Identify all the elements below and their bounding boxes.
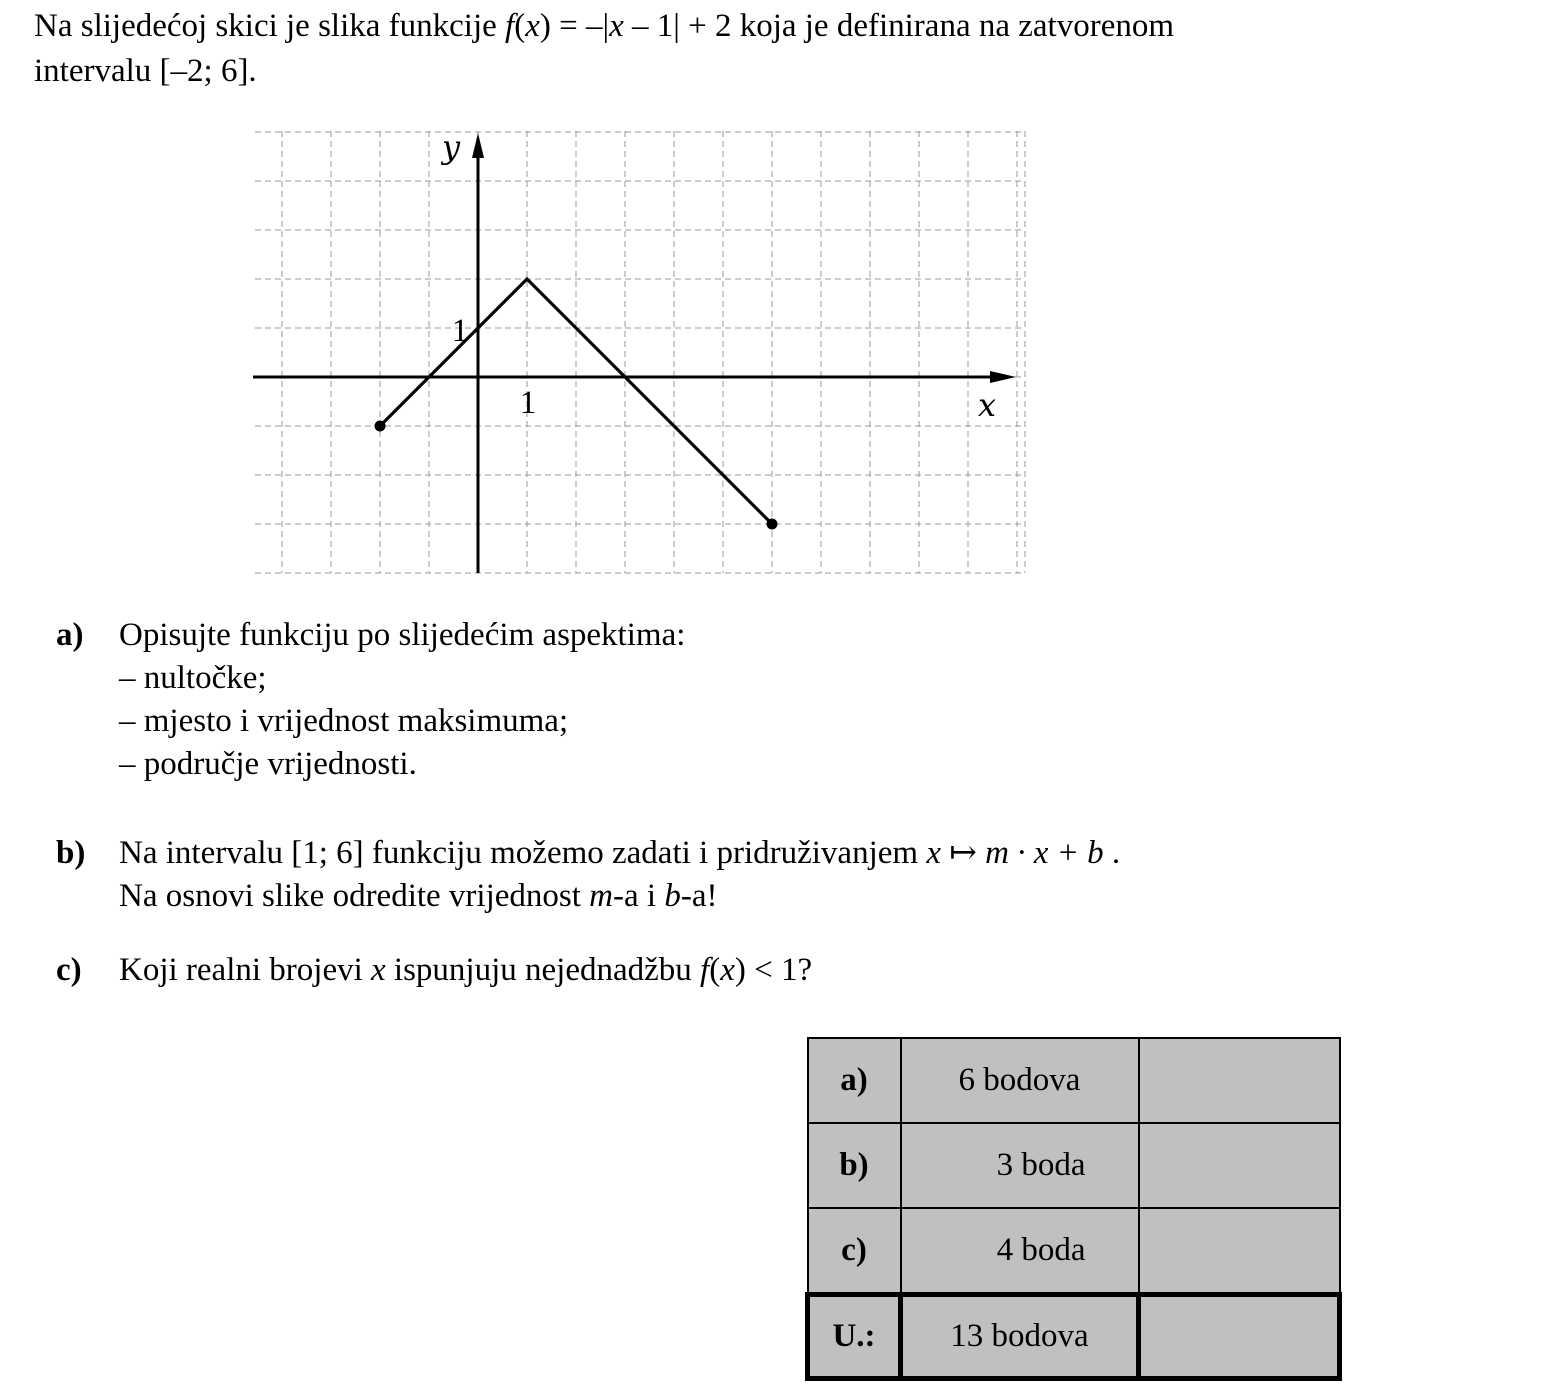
score-points: 3 boda [901, 1123, 1139, 1208]
score-label: c) [808, 1208, 901, 1295]
mapping-formula: x ↦ m · x + b [926, 835, 1104, 871]
score-points: 6 bodova [901, 1038, 1139, 1123]
score-label: a) [808, 1038, 901, 1123]
score-row [808, 1208, 1340, 1295]
score-input-cell[interactable] [1139, 1038, 1340, 1123]
score-label: b) [808, 1123, 901, 1208]
aspect-item: – mjesto i vrijednost maksimuma; [119, 703, 569, 739]
y-axis-arrow [472, 133, 484, 158]
score-total-input-cell[interactable] [1139, 1295, 1340, 1379]
score-input-cell[interactable] [1139, 1208, 1340, 1295]
question-b [56, 832, 1356, 918]
grid [255, 131, 1025, 573]
score-row [808, 1123, 1340, 1208]
question-c-text: Koji realni brojevi x ispunjuju nejednadžbu f(x) < 1? [119, 952, 813, 988]
score-total-label: U.: [808, 1295, 901, 1379]
x-tick-label: 1 [519, 385, 537, 421]
x-axis-arrow [990, 371, 1016, 383]
intro-text: Na slijedećoj skici je slika funkcije [34, 8, 506, 44]
score-table [805, 1037, 1342, 1381]
y-tick-label: 1 [451, 313, 469, 349]
problem-statement: Na slijedećoj skici je slika funkcije f(x) = –|x – 1| + 2 koja je definirana na zatvorenom intervalu [–2; 6]. [34, 8, 1175, 89]
x-axis-label: x [978, 386, 997, 424]
endpoint-dot [767, 519, 778, 530]
question-c [56, 949, 1356, 992]
question-b-line2: Na osnovi slike odredite vrijednost m-a i b-a! [119, 878, 718, 914]
y-axis-label: y [442, 128, 461, 166]
question-a [56, 614, 956, 786]
question-b-label: b) [56, 835, 86, 871]
question-a-label: a) [56, 617, 84, 653]
aspect-item: – nultočke; [119, 660, 267, 696]
score-input-cell[interactable] [1139, 1123, 1340, 1208]
function-graph [250, 126, 1030, 578]
aspect-item: – područje vrijednosti. [119, 746, 417, 782]
score-points: 4 boda [901, 1208, 1139, 1295]
score-row [808, 1038, 1340, 1123]
axes [253, 133, 1016, 573]
endpoint-dot [375, 421, 386, 432]
interval-text: intervalu [–2; 6]. [34, 53, 257, 89]
question-c-label: c) [56, 952, 82, 988]
score-total-points: 13 bodova [901, 1295, 1139, 1379]
question-b-line1: Na intervalu [1; 6] funkciju možemo zadati i pridruživanjem x ↦ m · x + b . [119, 835, 1121, 871]
question-a-text: Opisujte funkciju po slijedećim aspektima: [119, 617, 686, 653]
score-total-row [808, 1295, 1340, 1379]
